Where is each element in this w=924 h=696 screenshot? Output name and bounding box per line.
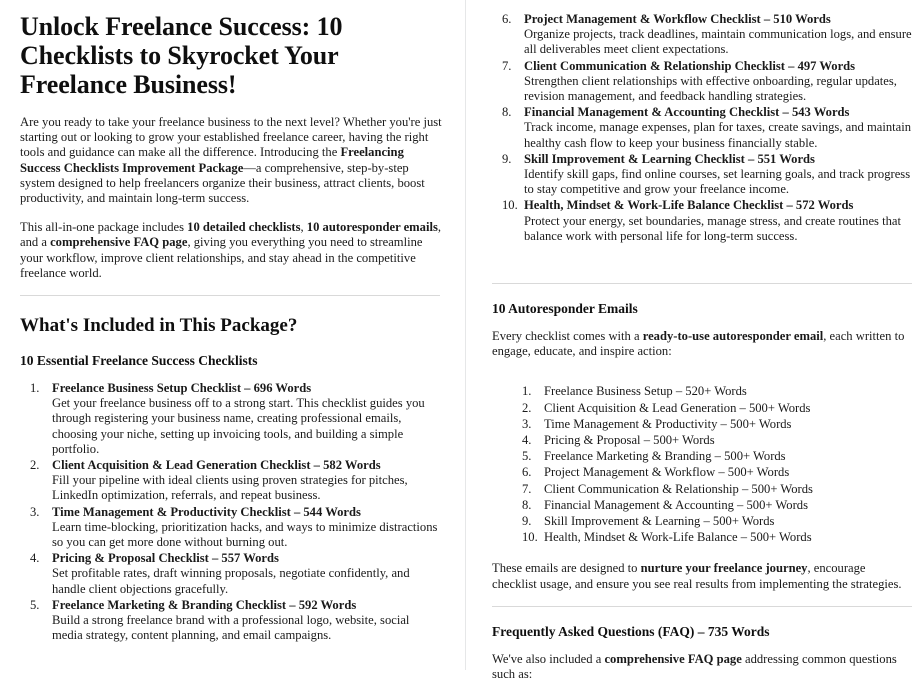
list-item: [524, 198, 912, 244]
checklist-title: Health, Mindset & Work-Life Balance Checklist – 572 Words: [524, 198, 854, 213]
list-item: Financial Management & Accounting – 500+ Words: [544, 497, 808, 512]
included-section-heading: What's Included in This Package?: [20, 315, 298, 337]
intro-paragraph-2: [20, 220, 442, 281]
list-item: Skill Improvement & Learning – 500+ Words: [544, 514, 775, 529]
checklist-title: Time Management & Productivity Checklist – 544 Words: [52, 504, 361, 519]
intro-2-text-d: , giving you everything you need to streamline your workflow, improve client relationships, and stay ahead in the competitive freelance world.: [20, 235, 423, 280]
spacer: [492, 373, 912, 383]
intro-1-text-a: Are you ready to take your freelance business to the next level? Whether you're just starting out or looking to grow your established freelance career, having the right tools and guidance can make all the difference. Introducing the: [20, 115, 442, 160]
checklist-description: Build a strong freelance brand with a professional logo, website, social media strategy, content planning, and email campaigns.: [52, 613, 410, 643]
list-item: [52, 381, 442, 457]
faq-intro-b: addressing common questions such as:: [492, 651, 897, 682]
faq-divider-rule: [492, 606, 912, 607]
list-item: [524, 12, 912, 58]
list-item: Freelance Business Setup – 520+ Words: [544, 384, 747, 399]
intro-2-bold-1: 10 detailed checklists: [187, 220, 301, 235]
intro-1-bold: Freelancing Success Checklists Improvement Package: [20, 145, 404, 175]
checklist-title: Freelance Marketing & Branding Checklist – 592 Words: [52, 597, 357, 612]
autoresponder-outro: [492, 561, 912, 591]
checklist-title: Client Communication & Relationship Checklist – 497 Words: [524, 58, 856, 73]
checklist-description: Learn time-blocking, prioritization hacks, and ways to minimize distractions so you can get more done without burning out.: [52, 519, 438, 550]
left-column: [20, 0, 442, 644]
list-item: [52, 458, 442, 504]
intro-2-bold-3: comprehensive FAQ page: [50, 235, 188, 250]
checklist-description: Get your freelance business off to a strong start. This checklist guides you through registering your business name, creating professional emails, choosing your niche, setting up invoicing tools, and building a simple portfolio.: [52, 396, 425, 456]
autoresponder-divider-rule: [492, 283, 912, 284]
list-item: [52, 598, 442, 644]
list-item: [52, 551, 442, 597]
intro-2-text-a: This all-in-one package includes: [20, 220, 188, 235]
intro-2-text-c: , and a: [20, 220, 442, 250]
autoresponder-outro-b: , encourage checklist usage, and ensure you see real results from implementing the strategies.: [492, 561, 902, 591]
intro-paragraph-1: [20, 115, 442, 206]
spacer: [492, 545, 912, 561]
faq-heading: Frequently Asked Questions (FAQ) – 735 Words: [492, 623, 770, 639]
autoresponder-heading: 10 Autoresponder Emails: [492, 301, 638, 317]
intro-2-text-b: ,: [300, 220, 307, 235]
faq-intro-a: We've also included a: [492, 651, 605, 666]
autoresponder-intro-bold: ready-to-use autoresponder email: [642, 329, 824, 344]
autoresponder-email-list: [492, 383, 912, 545]
checklist-title: Skill Improvement & Learning Checklist – 551 Words: [524, 151, 815, 166]
checklist-title: Pricing & Proposal Checklist – 557 Words: [52, 551, 279, 566]
autoresponder-intro-b: , each written to engage, educate, and inspire action:: [492, 329, 905, 359]
right-column: [492, 0, 912, 696]
spacer: [492, 245, 912, 269]
list-item: [524, 105, 912, 151]
checklist-description: Identify skill gaps, find online courses, set learning goals, and track progress to stay competitive and grow your freelance income.: [524, 167, 911, 197]
faq-intro-bold: comprehensive FAQ page: [604, 651, 742, 666]
list-item: [524, 152, 912, 198]
list-item: Pricing & Proposal – 500+ Words: [544, 433, 715, 448]
list-item: Client Acquisition & Lead Generation – 500+ Words: [544, 400, 811, 415]
checklist-description: Fill your pipeline with ideal clients using proven strategies for pitches, LinkedIn optimization, referrals, and repeat business.: [52, 473, 408, 503]
checklist-description: Set profitable rates, draft winning proposals, negotiate confidently, and handle client objections gracefully.: [52, 566, 410, 596]
autoresponder-intro-a: Every checklist comes with a: [492, 329, 643, 344]
list-item: Health, Mindset & Work-Life Balance – 500+ Words: [544, 530, 812, 545]
list-item: Time Management & Productivity – 500+ Words: [544, 416, 792, 431]
checklist-description: Track income, manage expenses, plan for taxes, create savings, and maintain healthy cash flow to keep your business financially stable.: [524, 120, 912, 150]
intro-1-text-b: —a comprehensive, step-by-step system designed to help freelancers organize their business, attract clients, boost productivity, and maintain long-term success.: [20, 160, 425, 206]
autoresponder-outro-bold: nurture your freelance journey: [640, 561, 808, 576]
checklist-list-left: [20, 381, 442, 643]
column-divider: [465, 0, 466, 670]
checklist-title: Project Management & Workflow Checklist – 510 Words: [524, 12, 831, 26]
checklist-list-right: [492, 12, 912, 244]
list-item: Freelance Marketing & Branding – 500+ Words: [544, 449, 786, 464]
intro-2-bold-2: 10 autoresponder emails: [306, 220, 438, 235]
section-divider-rule: [20, 295, 440, 296]
checklists-subheading: 10 Essential Freelance Success Checklists: [20, 353, 258, 369]
autoresponder-outro-a: These emails are designed to: [492, 561, 641, 576]
list-item: Client Communication & Relationship – 500+ Words: [544, 481, 813, 496]
checklist-title: Client Acquisition & Lead Generation Checklist – 582 Words: [52, 458, 381, 473]
list-item: [52, 505, 442, 551]
checklist-title: Freelance Business Setup Checklist – 696 Words: [52, 381, 312, 396]
checklist-title: Financial Management & Accounting Checklist – 543 Words: [524, 105, 850, 120]
faq-intro: [492, 652, 912, 682]
autoresponder-intro: [492, 329, 912, 359]
list-item: [524, 59, 912, 105]
page-title: Unlock Freelance Success: 10 Checklists to Skyrocket Your Freelance Business!: [20, 12, 343, 99]
checklist-description: Organize projects, track deadlines, maintain communication logs, and ensure all deliverables meet client expectations.: [524, 27, 912, 57]
list-item: Project Management & Workflow – 500+ Words: [544, 465, 790, 480]
checklist-description: Strengthen client relationships with effective onboarding, regular updates, revision management, and feedback handling strategies.: [524, 73, 897, 104]
checklist-description: Protect your energy, set boundaries, manage stress, and create routines that balance work with personal life for long-term success.: [524, 213, 901, 243]
